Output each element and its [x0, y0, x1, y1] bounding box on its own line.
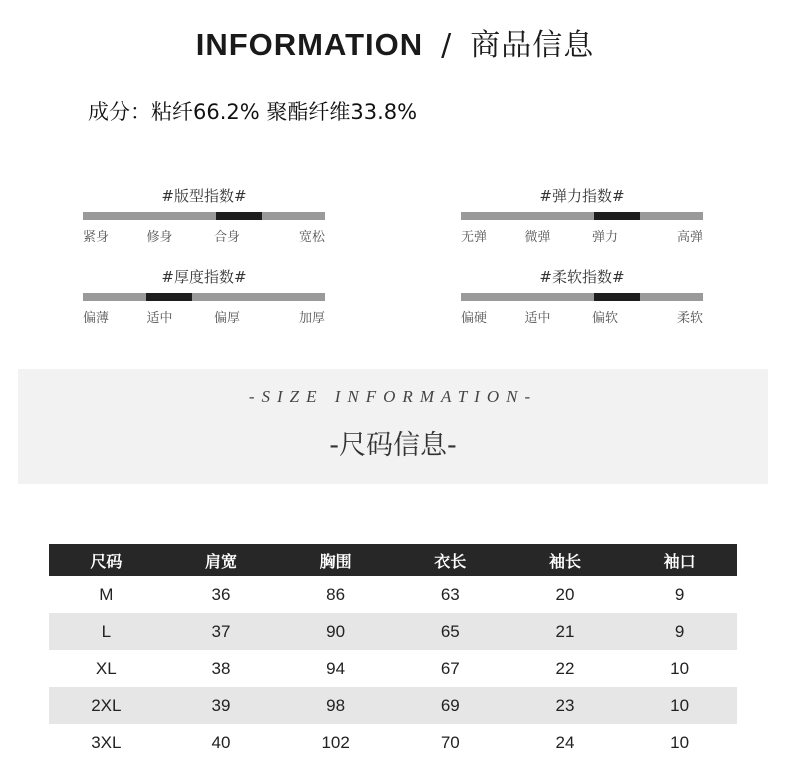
title-chinese: 商品信息 — [470, 28, 595, 63]
table-cell: 21 — [508, 613, 623, 650]
table-cell: 37 — [164, 613, 279, 650]
table-cell: 23 — [508, 687, 623, 724]
table-cell: 90 — [278, 613, 393, 650]
table-cell: M — [99, 584, 114, 604]
page-title — [0, 20, 790, 64]
table-cell: 36 — [211, 584, 231, 604]
elasticity-label-1: 无弹 — [461, 230, 488, 245]
header-cuff: 袖口 — [622, 544, 737, 576]
thickness-indicator — [83, 267, 325, 326]
table-cell: 38 — [211, 658, 231, 678]
table-cell: 22 — [555, 658, 575, 678]
softness-label-4: 柔软 — [676, 311, 703, 326]
table-cell: 9 — [622, 613, 737, 650]
fit-label-2: 修身 — [146, 230, 173, 245]
table-cell: 10 — [670, 658, 690, 678]
table-cell: 94 — [326, 658, 346, 678]
table-row — [49, 724, 737, 761]
table-cell: 10 — [670, 732, 690, 752]
table-cell: 102 — [321, 732, 350, 752]
header-sleeve-length: 袖长 — [508, 544, 623, 576]
elasticity-label-2: 微弹 — [524, 230, 551, 245]
table-cell: 86 — [326, 584, 346, 604]
fit-indicator-title: #版型指数# — [161, 187, 247, 205]
table-cell: 69 — [393, 687, 508, 724]
size-banner-chinese: -尺码信息- — [329, 430, 457, 461]
elasticity-indicator-title: #弹力指数# — [539, 187, 625, 205]
thickness-indicator-bar — [83, 293, 325, 301]
fit-indicator — [83, 186, 325, 245]
table-cell: 67 — [440, 658, 460, 678]
table-row — [49, 613, 737, 650]
fit-label-1: 紧身 — [83, 230, 110, 245]
softness-indicator — [461, 267, 703, 326]
table-cell: 63 — [440, 584, 460, 604]
table-cell: 10 — [622, 687, 737, 724]
thickness-label-1: 偏薄 — [83, 311, 110, 326]
thickness-label-4: 加厚 — [298, 311, 325, 326]
title-separator: / — [441, 28, 453, 63]
title-english: INFORMATION — [195, 27, 424, 62]
size-banner-english: -SIZE INFORMATION- — [248, 387, 538, 406]
softness-indicator-bar — [461, 293, 703, 301]
table-cell: 65 — [393, 613, 508, 650]
softness-label-2: 适中 — [524, 311, 551, 326]
table-row — [49, 687, 737, 724]
composition-text: 成分：粘纤66.2% 聚酯纤维33.8% — [88, 100, 418, 124]
elasticity-indicator-marker — [594, 212, 640, 220]
thickness-indicator-title: #厚度指数# — [161, 268, 247, 286]
table-cell: XL — [95, 658, 117, 678]
fit-label-4: 宽松 — [298, 230, 325, 245]
size-information-banner — [18, 369, 768, 484]
table-row — [49, 576, 737, 613]
table-cell: 24 — [555, 732, 575, 752]
elasticity-label-3: 弹力 — [592, 230, 619, 245]
elasticity-label-4: 高弹 — [676, 230, 703, 245]
table-cell: 3XL — [91, 732, 122, 752]
header-length: 衣长 — [393, 544, 508, 576]
header-chest: 胸围 — [278, 544, 393, 576]
table-cell: 2XL — [49, 687, 164, 724]
fit-label-3: 合身 — [214, 230, 241, 245]
elasticity-indicator-bar — [461, 212, 703, 220]
thickness-indicator-marker — [146, 293, 192, 301]
softness-indicator-title: #柔软指数# — [539, 268, 625, 286]
elasticity-indicator — [461, 186, 703, 245]
header-shoulder: 肩宽 — [164, 544, 279, 576]
table-cell: 98 — [278, 687, 393, 724]
softness-label-3: 偏软 — [592, 311, 619, 326]
thickness-label-3: 偏厚 — [214, 311, 241, 326]
header-size: 尺码 — [49, 544, 164, 576]
softness-indicator-marker — [594, 293, 640, 301]
thickness-label-2: 适中 — [146, 311, 173, 326]
size-table — [49, 544, 737, 761]
fit-indicator-bar — [83, 212, 325, 220]
table-cell: L — [49, 613, 164, 650]
fit-indicator-marker — [216, 212, 262, 220]
softness-label-1: 偏硬 — [461, 311, 488, 326]
table-row — [49, 650, 737, 687]
table-cell: 70 — [440, 732, 460, 752]
table-cell: 20 — [555, 584, 575, 604]
table-cell: 40 — [211, 732, 231, 752]
size-table-header-row — [49, 544, 737, 576]
table-cell: 9 — [674, 584, 685, 604]
table-cell: 39 — [164, 687, 279, 724]
